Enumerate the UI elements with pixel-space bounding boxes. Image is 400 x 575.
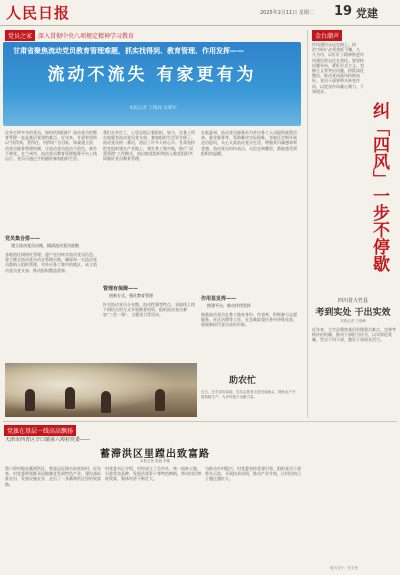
right-column <box>307 30 397 418</box>
right-rubric <box>312 30 342 41</box>
subhead2-col2: 创新方式，强化教育管理 <box>109 293 153 298</box>
bottom-text-col3: 为推动乡村振兴，村党委坚持党建引领，组织党员干部带头示范，开展技术培训，推动产业升级，让村民的日子越过越红火。 <box>205 466 301 482</box>
photo-person <box>155 389 165 411</box>
dateline: 2025年2月11日 星期二 <box>260 10 314 16</box>
subhead2-col1: 建立流动党员台账，摸清流动党员底数 <box>11 243 79 248</box>
body-text2-col2: 针对流动党员分布散、流动性强等特点，采取线上线下相结合的方式开展教育培训，组织流动党员参加“三会一课”、主题党日等活动。 <box>103 302 195 318</box>
right-article-byline: 本报记者 王明峰 <box>340 319 366 323</box>
body-text-col2: 我们在外打工，心里总惦记着组织。如今，在务工所在地就有流动党员党支部，参加组织生活更方便了。流动党员的一番话，道出了许多人的心声。甘肃坚持把党组织建在产业链上、建在务工集中地，推行“双重管理”工作模式，流出地党组织和流入地党组织共同做好党员教育管理。 <box>103 130 195 162</box>
newspaper-logo: 人民日报 <box>6 4 71 22</box>
body-text-col3: 在临夏州，流动党员服务站为外出务工人员提供政策咨询、就业服务等，帮助解决实际困难。各地还定期开展走访慰问，关心关爱流动党员生活，增强其归属感和荣誉感。流动党员纷纷表示，无论走到哪里，都能感受到组织的温暖。 <box>201 130 297 156</box>
bottom-text-col2: 村党委书记介绍，村里成立了合作社，统一流转土地，引进优良品种，发展沙窝萝卜等特色种植，带动村民增收致富，集体经济不断壮大。 <box>105 466 201 482</box>
bottom-rubric-tag: 党旗在基层一线高高飘扬 <box>4 425 76 436</box>
right-article-body: 近年来，大竹县聚焦基层治理重点难点，完善考核评价机制，推动干部担当作为，以实绩论英雄、凭实干用干部，激发干事创业活力。 <box>312 327 396 343</box>
rubric-tag: 党员之家 <box>5 30 35 41</box>
bottom-article <box>3 421 397 571</box>
bottom-text-col1: 第六埠村地处蓄滞洪区，曾是远近闻名的贫困村。近年来，村党委带领群众因地制宜发展特色产业，建设高标准农田，发展设施农业，走出了一条蓄滞洪区里的致富路。 <box>5 466 101 487</box>
subhead-col1: 党员集合排—— <box>5 236 41 242</box>
body-text2-col1: 各地依托网格化管理，逐户走访核实流动党员信息，建立健全流动党员动态管理台账，确保每一名流动党员都纳入组织管理。对外出务工集中的地区，成立流动党员党支部，推动组织覆盖延伸。 <box>5 252 97 273</box>
subhead-col2: 管理有保障—— <box>103 286 139 292</box>
right-rubric-tag: 金台潮声 <box>312 30 342 41</box>
rubric-sub: 深入贯彻中央八项规定精神学习教育 <box>38 33 135 40</box>
main-rubric <box>5 30 134 39</box>
main-article <box>3 30 303 418</box>
right-article-kicker: 四川省大竹县 <box>337 298 368 304</box>
photo-person <box>25 389 35 411</box>
news-photo <box>5 363 197 417</box>
bottom-title: 蓄滞洪区里蹚出致富路 <box>100 449 210 460</box>
photo-person <box>101 391 111 413</box>
masthead <box>0 0 400 26</box>
bottom-byline: 本报记者 张毅 李婕 <box>139 459 171 463</box>
photo-person <box>65 387 75 409</box>
bottom-kicker: 天津市西青区辛口镇第六埠村党委—— <box>5 437 91 443</box>
main-kicker: 甘肃省聚焦流动党员教育管理难题，抓实找得到、教育管理、作用发挥—— <box>13 47 244 55</box>
commentary-body: 作风建设永远在路上。纠治“四风”必须常抓不懈、久久为功，以钉钉子精神推进作风建设常态化长效化。要坚持问题导向，紧盯形式主义、官僚主义等突出问题，持续深化整治，推动党风政风持续向好。党员干部要带头转变作风，以优良作风凝心聚力、干事创业。 <box>312 42 364 94</box>
photo-caption: 近日，在甘肃省某地，党员志愿者走进田间地头，帮助农户开展春耕生产，为乡村振兴贡献力量。 <box>201 390 296 399</box>
commentary-vertical-title: 纠「四风」一步不停歇 <box>369 102 389 272</box>
layout-credit: 版式设计：张芳曼 <box>330 566 358 570</box>
photo-title: 助农忙 <box>229 376 257 386</box>
body-text-col1: 在外打拼多年的党员，如何找到组织？流动党员的教育管理一直是基层党建的难点。近年来，甘肃省坚持以“找得到、管得住、用得好”为目标，探索建立流动党员服务管理机制，让流动党员流动不流失、离乡不离党。在兰州市，流动党员教育管理服务平台上线运行，党员可通过手机随时参加组织生活。 <box>5 130 97 162</box>
main-byline: 本报记者 王锦涛 宋朝军 <box>129 106 177 111</box>
page-number: 19 <box>334 4 353 19</box>
main-headline: 流动不流失 有家更有为 <box>47 65 257 85</box>
bottom-rubric <box>4 425 76 436</box>
subhead2-col3: 搭建平台，推动作用发挥 <box>207 303 251 308</box>
right-article-title: 考到实处 干出实效 <box>315 308 391 318</box>
subhead-col3: 作用显发挥—— <box>201 296 237 302</box>
body-text2-col3: 鼓励流动党员在务工地亮身份、作表率，积极参与志愿服务、社区治理等工作，在急难险重任务中冲锋在前，展现新时代党员良好形象。 <box>201 312 297 328</box>
section-name: 党建 <box>356 7 378 20</box>
